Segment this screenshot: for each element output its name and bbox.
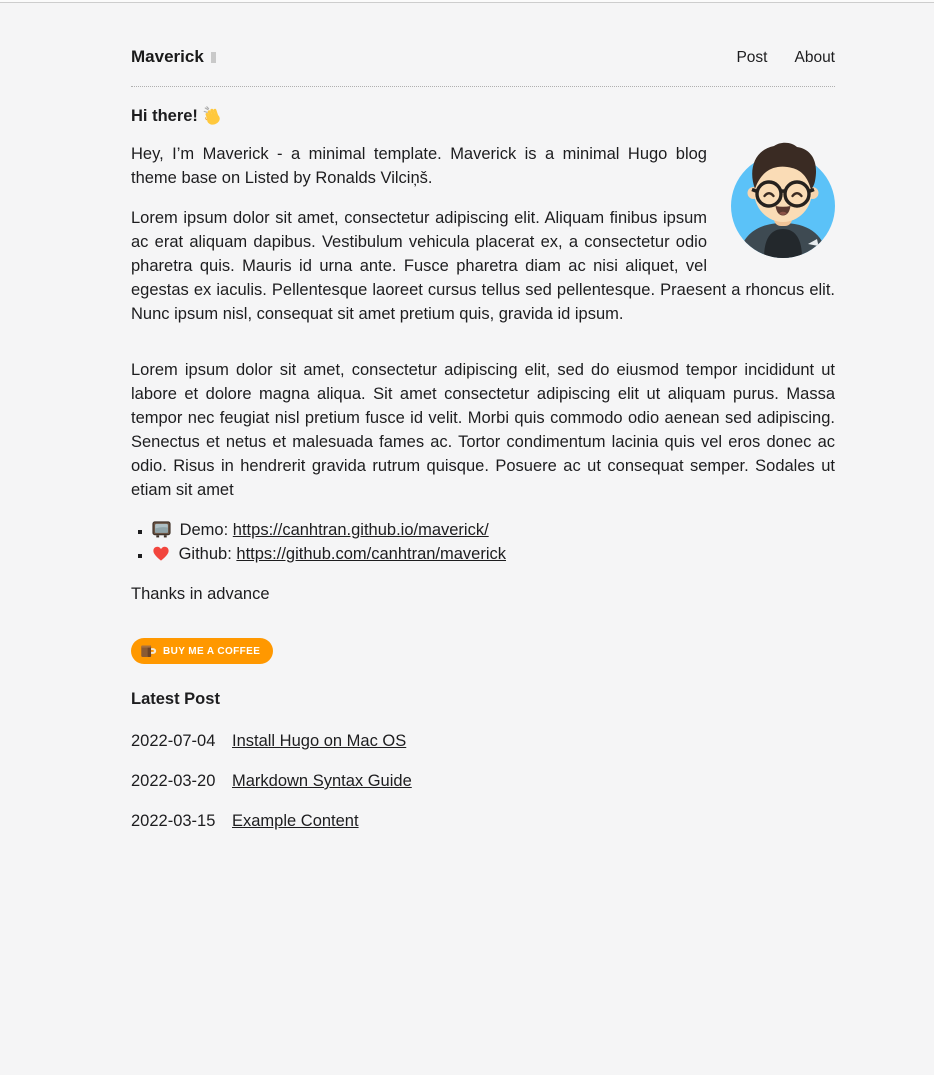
site-title-link[interactable] [131,47,216,67]
post-row [131,729,835,753]
page-container [131,3,835,833]
greeting-heading [131,106,835,126]
demo-label: Demo: [179,521,229,539]
post-date: 2022-03-20 [131,772,216,790]
post-row [131,809,835,833]
greeting-text: Hi there! [131,106,198,125]
buy-me-a-coffee-button[interactable] [131,638,273,664]
post-link-markdown-syntax[interactable]: Markdown Syntax Guide [232,772,412,790]
github-link[interactable]: https://github.com/canhtran/maverick [236,545,507,563]
intro-paragraph-1: Hey, I’m Maverick - a minimal template. Maverick is a minimal Hugo blog theme base on Listed by Ronalds Vilciņš. [131,145,707,187]
desktop-computer-icon [152,521,171,538]
blinking-cursor [211,52,216,63]
avatar-illustration [731,142,835,258]
post-link-example-content[interactable]: Example Content [232,812,359,830]
github-list-item [152,542,835,566]
intro-section [131,106,835,342]
demo-link[interactable]: https://canhtran.github.io/maverick/ [232,521,489,539]
coffee-button-label: BUY ME A COFFEE [163,645,261,657]
post-date: 2022-03-15 [131,812,216,830]
thanks-text: Thanks in advance [131,585,270,603]
waving-hand-icon [203,106,223,126]
site-title: Maverick [131,47,204,66]
red-heart-icon [152,545,170,562]
project-links-list [131,518,835,566]
nav-item-post[interactable]: Post [736,49,768,66]
lorem-paragraph-1: Lorem ipsum dolor sit amet, consectetur adipiscing elit. Aliquam finibus ipsum ac erat aliquam dapibus. Vestibulum vehicula placerat ex, a consectetur odio pharetra quis. Mauris id urna ante. Fusce pharetra diam ac nisi aliquet, vel egestas ex iaculis. Pellentesque laoreet cursus tellus sed pellentesque. Praesent a rhoncus elit. Nunc ipsum nisl, consequat sit amet pretium quis, gravida id ipsum. [131,209,835,323]
demo-list-item [152,518,835,542]
main-nav [736,49,835,67]
latest-post-heading: Latest Post [131,690,220,708]
post-date: 2022-07-04 [131,732,216,750]
header-divider [131,86,835,87]
lorem-paragraph-2: Lorem ipsum dolor sit amet, consectetur adipiscing elit, sed do eiusmod tempor incididunt ut labore et dolore magna aliqua. Sit amet consectetur adipiscing elit ut aliquam purus. Massa tempor nec feugiat nisl pretium fusce id velit. Morbi quis commodo odio aenean sed adipiscing. Senectus et netus et malesuada fames ac. Tortor condimentum lacinia quis vel eros donec ac odio. Risus in hendrerit gravida rutrum quisque. Posuere ac ut consequat semper. Sodales ut etiam sit amet [131,361,835,499]
post-row [131,769,835,793]
github-label: Github: [178,545,232,563]
post-link-install-hugo[interactable]: Install Hugo on Mac OS [232,732,407,750]
site-header [131,3,835,67]
nav-item-about[interactable]: About [794,49,835,66]
coffee-mug-icon [140,644,157,659]
